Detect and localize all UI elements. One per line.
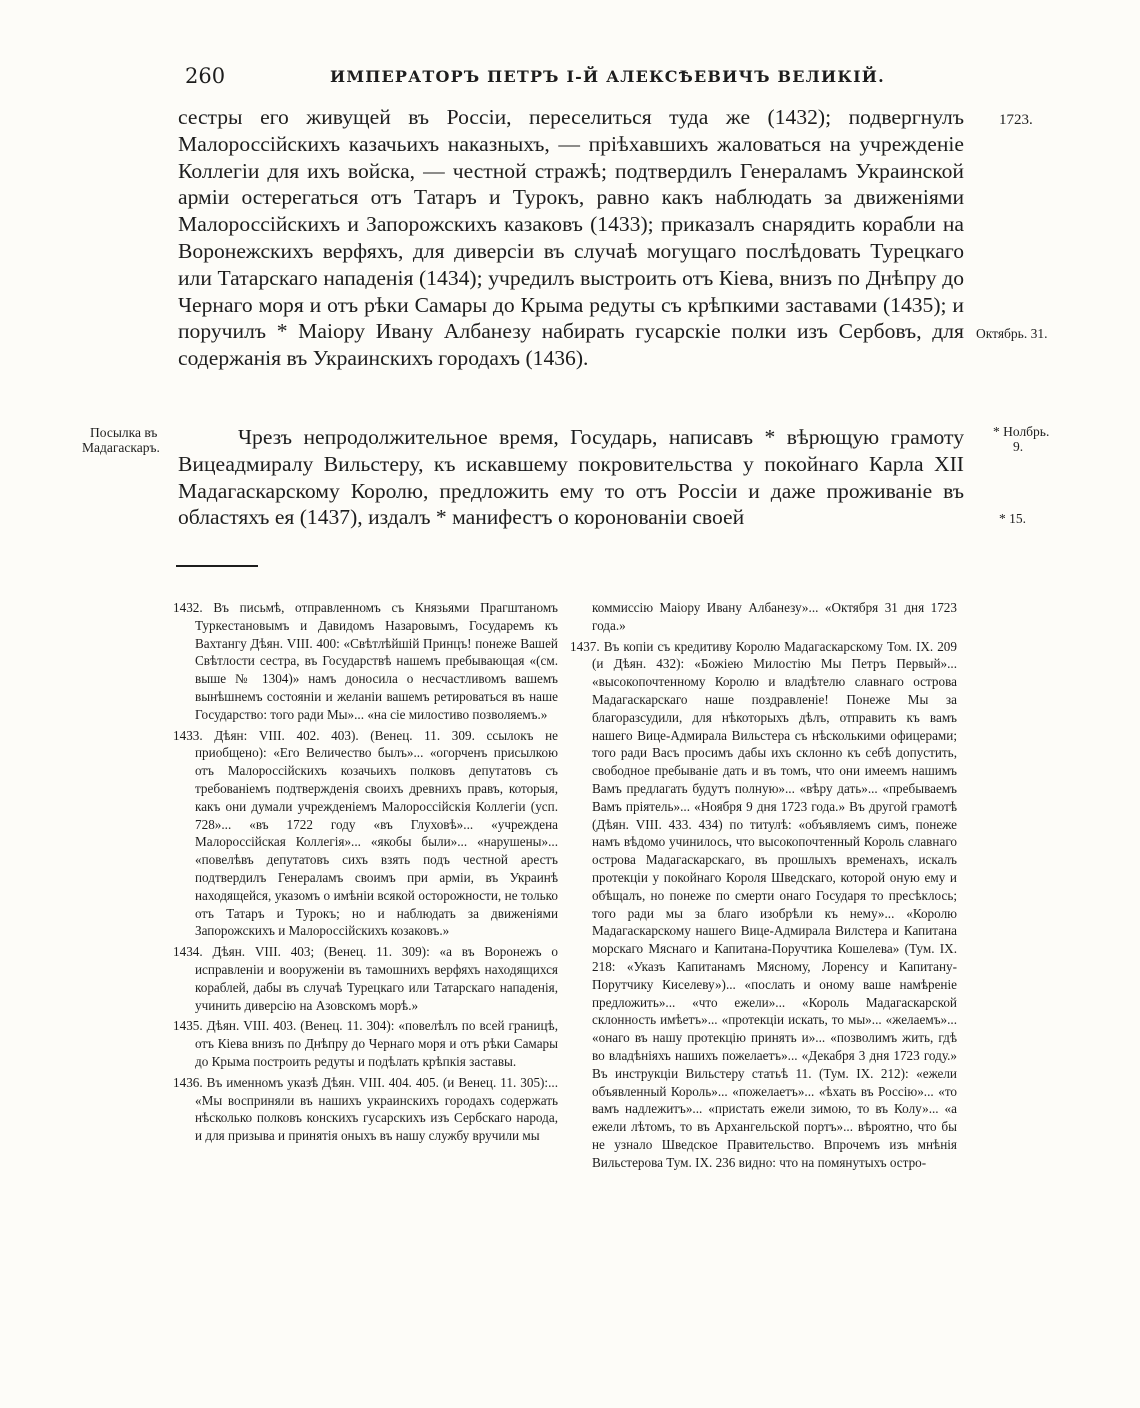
- footnote-1432: 1432. Въ письмѣ, отправленномъ съ Князьями Прагштаномъ Туркестановымъ и Давидомъ Назаровымъ, Государемъ къ Вахтангу Дѣян. VIII. 400: «Свѣтлѣйшій Принцъ! понеже Вашей Свѣтлости сестра, въ Государствѣ нашемъ пребывающая «(см. выше № 1304)» намъ доносила о несчастливомъ вашемъ вынѣшнемъ состояніи и желаніи вашемъ ретироваться въ наше Государство: того ради Мы»... «на сіе милостиво позволяемъ.»: [173, 600, 558, 722]
- footnote-1437: 1437. Въ копіи съ кредитиву Королю Мадагаскарскому Том. IX. 209 (и Дѣян. 432): «Божіею Милостію Мы Петръ Первый»... «высокопочтенному Королю и владѣтелю славнаго острова Мадагаскарскаго наше поздравленіе! Понеже Мы за благоразсудили, для нѣкоторыхъ дѣлъ, отправить къ вамъ нашего Вице-Адмирала Вильстера съ нѣсколькими офицерами; того ради Васъ просимъ дабы ихъ склонно къ себѣ допустить, свободное пребываніе дать и въ томъ, что они имеемъ нашимъ Вамъ предлагать будутъ полную»... «вѣру дать»... «пребываемъ Вамъ пріятель»... «Ноября 9 дня 1723 года.» Въ другой грамотѣ (Дѣян. VIII. 433. 434) по титулѣ: «объявляемъ симъ, понеже намъ вѣдомо учинилось, что высокопочтенный Король славнаго острова Мадагаскарскаго, въ прошлыхъ временахъ, искалъ протекціи у покойнаго Короля Шведскаго, которой оную ему и обѣщалъ, но понеже по смерти онаго Государя то пресѣклось; того ради мы за благо изобрѣли къ нему»... «Королю Мадагаскарскому нашего Вице-Адмирала Вилстера и Капитана морскаго Мяснаго и Капитана-Поручтика Кошелева» (Тум. IX. 218: «Указъ Капитанамъ Мясному, Лоренсу и Капитану-Порутчику Киселеву»)... «послать и оному ваше намѣреніе предложить»... «что ежели»... «Король Мадагаскарской склонность имѣетъ»... «протекціи искать, то мы»... «желаемъ»... «онаго въ нашу протекцію принять и»... «позволимъ жить, гдѣ во владѣніяхъ нашихъ пожелаетъ»... «Декабря 3 дня 1723 году.» Въ инструкціи Вильстеру статьѣ 11. (Тум. IX. 212): «ежели объявленный Король»... «пожелаетъ»... «ѣхать въ Россію»... «то вамъ надлежитъ»... «пристать ежели зимою, то въ Колу»... «а ежели лѣтомъ, то въ Архангельской портъ»... вѣроятно, что бы не узнало Шведское Правительство. Впрочемъ изъ мнѣнія Вильстерова Тум. IX. 236 видно: что на помянутыхъ остро-: [570, 638, 957, 1170]
- margin-date-november: * Нолбрь.: [993, 424, 1050, 439]
- running-head: ИМПЕРАТОРЪ ПЕТРЪ I-Й АЛЕКСѢЕВИЧЪ ВЕЛИКІЙ.: [330, 67, 885, 86]
- margin-topic-line-1: Посылка въ: [90, 425, 158, 440]
- footnotes-right-column: [570, 599, 957, 1175]
- footnotes-left-column: [173, 599, 558, 1148]
- page-number: 260: [185, 64, 226, 88]
- margin-date-october: Октябрь. 31.: [976, 326, 1048, 341]
- margin-topic-line-2: Мадагаскаръ.: [82, 440, 160, 455]
- footnote-1433: 1433. Дѣян: VIII. 402. 403). (Венец. 11. 309. ссылокъ не приобщено): «Его Величество былъ»... «огорченъ присылкою отъ Малороссійскихъ козачьихъ полковъ депутатовъ съ требованіемъ подтвержденія своихъ древнихъ правъ, которыя, какъ они думали учрежденіемъ Малороссійскія Коллегіи (усп. 728»... «въ 1722 году «въ Глуховѣ»... «учреждена Малороссійская Коллегія»... «якобы были»... «нарушены»... «повелѣвъ депутатовъ сихъ взять подъ честной арестъ подтвердилъ Генераламъ своимъ при арміи, въ Украинѣ находящейся, указомъ о имѣніи всякой осторожности, не только отъ Татаръ и Турокъ; но и наблюдать за движеніями Запорожскихъ и Малороссійскихъ козаковъ.»: [173, 727, 558, 939]
- margin-date-15: * 15.: [999, 511, 1026, 526]
- margin-date-november-day: 9.: [1013, 439, 1024, 454]
- footnote-1435: 1435. Дѣян. VIII. 403. (Венец. 11. 304): «повелѣлъ по всей границѣ, отъ Кіева внизъ по Днѣпру до Чернаго моря и отъ рѣки Самары до Крыма построить редуты и подѣлать крѣпкія заставы.: [173, 1018, 558, 1069]
- footnote-1434: 1434. Дѣян. VIII. 403; (Венец. 11. 309): «а въ Воронежъ о исправленіи и вооруженіи въ тамошнихъ верфяхъ находящихся кораблей, дабы въ случаѣ Турецкаго или Татарскаго нападенія, учинить диверсію на Азовскомъ морѣ.»: [173, 944, 558, 1013]
- paragraph-1: сестры его живущей въ Россіи, переселиться туда же (1432); подвергнулъ Малороссійскихъ казачьихъ наказныхъ, — пріѣхавшихъ жаловаться на учрежденіе Коллегіи для ихъ войска, — честной стражѣ; подтвердилъ Генераламъ Украинской арміи остерегаться отъ Татаръ и Турокъ, равно какъ наблюдать за движеніями Малороссійскихъ и Запорожскихъ казаковъ (1433); приказалъ снарядить корабли на Воронежскихъ верфяхъ, для диверсіи въ случаѣ могущаго послѣдовать Турецкаго или Татарскаго нападенія (1434); учредилъ выстроить отъ Кіева, внизъ по Днѣпру до Чернаго моря и отъ рѣки Самары до Крыма редуты съ крѣпкими заставами (1435); и поручилъ * Маіору Ивану Албанезу набирать гусарскіе полки изъ Сербовъ, для содержанія въ Украинскихъ городахъ (1436).: [178, 105, 964, 371]
- paragraph-2: Чрезъ непродолжительное время, Государь, написавъ * вѣрющую грамоту Вицеадмиралу Вильстеру, къ искавшему покровительства у покойнаго Карла XII Мадагаскарскому Королю, предложить ему то отъ Россіи и даже проживаніе въ областяхъ ея (1437), издалъ * манифестъ о коронованіи своей: [178, 425, 964, 530]
- footnote-1436: 1436. Въ именномъ указѣ Дѣян. VIII. 404. 405. (и Венец. 11. 305):... «Мы восприняли въ нашихъ украинскихъ городахъ содержать нѣсколько полковъ конскихъ гусарскихъ изъ Сербскаго народа, и для призыва и принятія оныхъ въ нашу службу вручили мы: [173, 1074, 558, 1144]
- footnote-1436-continued: коммиссію Маіору Ивану Албанезу»... «Октября 31 дня 1723 года.»: [592, 600, 957, 633]
- margin-year: 1723.: [999, 112, 1033, 128]
- footnote-rule: [176, 565, 258, 567]
